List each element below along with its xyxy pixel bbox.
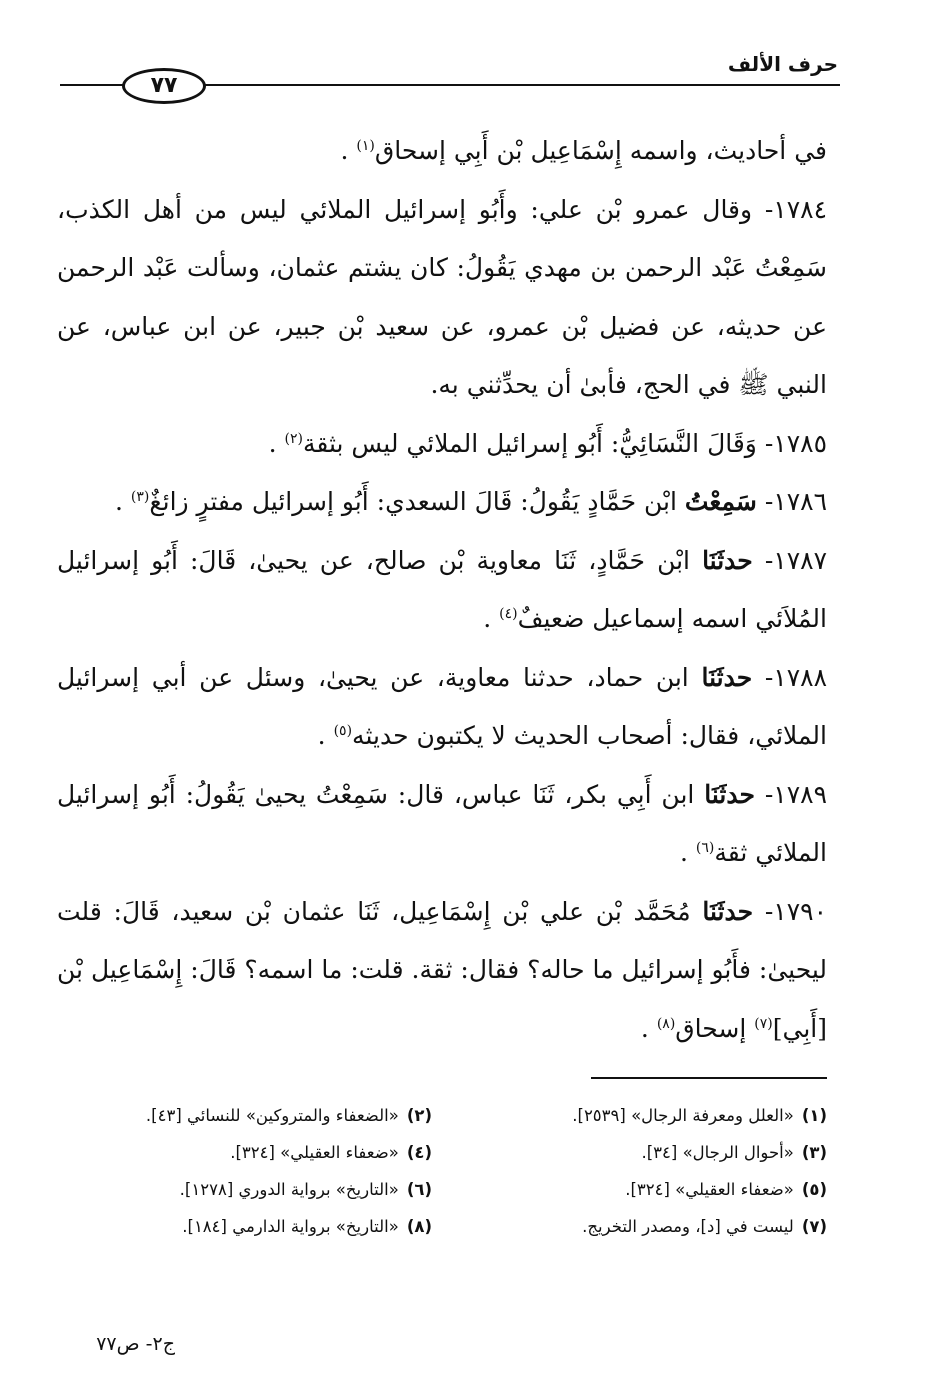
entry-keyword: حدثَنَا [702, 896, 754, 926]
entry-number: ١٧٨٨- [764, 662, 828, 692]
footnote-ref: (٣) [130, 489, 150, 505]
footnote-number: (٦) [406, 1180, 432, 1199]
punctuation: . [679, 838, 688, 867]
footnote-ref: (٧) [754, 1015, 773, 1032]
entry-keyword: حدثَنَا [704, 779, 755, 809]
footnote-ref: (٨) [656, 1015, 676, 1032]
footnote-ref: (٥) [333, 723, 353, 739]
footnote-4 [52, 1134, 432, 1171]
entry-text: وقال عمرو بْن علي: وأَبُو إسرائيل الملائي ليس من أهل الكذب، سَمِعْتُ عَبْد الرحمن بن مهدي يَقُولُ: كان يشتم عثمان، وسألت عَبْد الرحمن عن حديثه، عن فضيل بْن عمرو، عن سعيد بْن جبير، عن ابن عباس، عن النبي ﷺ في الحج، فأبىٰ أن يحدِّثني به. [57, 194, 827, 399]
paragraph-continuation [57, 122, 827, 181]
entry-text: ابن أَبِي بكر، ثَنَا عباس، قال: سَمِعْتُ يحيىٰ يَقُولُ: أَبُو إسرائيل الملائي ثقة [57, 779, 827, 867]
main-text [57, 122, 827, 1058]
entry-text: ابْن حَمَّادٍ يَقُولُ: قَالَ السعدي: أَبُو إسرائيل مفترٍ زائغٌ [149, 487, 677, 516]
paragraph-text: في أحاديث، واسمه إِسْمَاعِيل بْن أَبِي إسحاق [374, 136, 827, 165]
footnote-number: (٢) [406, 1106, 432, 1125]
footnote-separator [591, 1077, 827, 1079]
entry-text-tail: إسحاق [675, 1013, 747, 1043]
footnote-number: (٨) [406, 1217, 432, 1236]
entry-number: ١٧٨٩- [764, 779, 827, 809]
volume-page-reference: ج٢- ص٧٧ [96, 1333, 175, 1355]
entry-1786 [57, 473, 827, 532]
entry-text: ابن حماد، حدثنا معاوية، عن يحيىٰ، وسئل عن أبي إسرائيل الملائي، فقال: أصحاب الحديث لا يكتبون حديثه [57, 662, 827, 750]
punctuation: . [114, 487, 123, 516]
punctuation: . [640, 1013, 649, 1043]
entry-text: مُحَمَّد بْن علي بْن إِسْمَاعِيل، ثَنَا عثمان بْن سعيد، قَالَ: قلت ليحيىٰ: فأَبُو إسرائيل ما حاله؟ فقال: ثقة. قلت: ما اسمه؟ قَالَ: إِسْمَاعِيل بْن [أَبِي] [57, 896, 827, 1043]
footnote-1 [447, 1097, 827, 1134]
footnote-ref: (١) [356, 138, 375, 154]
entry-1790 [57, 883, 827, 1059]
entry-1788 [57, 649, 827, 766]
entry-number: ١٧٨٥- [764, 428, 827, 458]
footnote-text: «التاريخ» برواية الدوري [١٢٧٨]. [179, 1180, 399, 1199]
footnote-number: (٤) [406, 1143, 432, 1162]
footnote-number: (٥) [801, 1180, 827, 1199]
entry-keyword: سَمِعْتُ [684, 487, 757, 516]
entry-text: وَقَالَ النَّسَائِيُّ: أَبُو إسرائيل الملائي ليس بثقة [302, 428, 757, 458]
footnote-number: (١) [801, 1106, 827, 1125]
footnote-number: (٧) [801, 1217, 827, 1236]
running-header [60, 52, 840, 102]
footnote-5 [447, 1171, 827, 1208]
punctuation: . [317, 721, 326, 750]
footnote-7 [447, 1208, 827, 1245]
entry-keyword: حدثَنَا [702, 545, 753, 575]
footnotes [52, 1097, 827, 1245]
footnote-text: «التاريخ» برواية الدارمي [١٨٤]. [182, 1217, 399, 1236]
punctuation: . [340, 136, 349, 165]
footnote-text: «ضعفاء العقيلي» [٣٢٤]. [625, 1180, 794, 1199]
entry-number: ١٧٨٤- [764, 194, 827, 224]
footnote-text: «العلل ومعرفة الرجال» [٢٥٣٩]. [572, 1106, 794, 1125]
footnote-text: «الضعفاء والمتروكين» للنسائي [٤٣]. [145, 1106, 399, 1125]
entry-1785 [57, 415, 827, 474]
footnote-number: (٣) [801, 1143, 827, 1162]
entry-1784 [57, 181, 827, 415]
entry-1787 [57, 532, 827, 649]
footnote-ref: (٤) [499, 606, 518, 622]
entry-1789 [57, 766, 827, 883]
footnote-ref: (٦) [695, 840, 715, 856]
footnote-text: «أحوال الرجال» [٣٤]. [641, 1143, 794, 1162]
page-number-badge: ٧٧ [122, 68, 206, 104]
entry-number: ١٧٩٠- [764, 896, 827, 926]
footnote-6 [52, 1171, 432, 1208]
footnote-text: «ضعفاء العقيلي» [٣٢٤]. [230, 1143, 399, 1162]
footnote-3 [447, 1134, 827, 1171]
punctuation: . [268, 428, 277, 458]
punctuation: . [483, 604, 492, 633]
entry-text: ابْن حَمَّادٍ، ثَنَا معاوية بْن صالح، عن يحيىٰ، قَالَ: أَبُو إسرائيل المُلاَئي اسمه إسماعيل ضعيفٌ [57, 545, 827, 633]
entry-number: ١٧٨٦- [764, 487, 827, 516]
entry-number: ١٧٨٧- [764, 545, 827, 575]
footnote-8 [52, 1208, 432, 1245]
footnote-text: ليست في [د]، ومصدر التخريج. [582, 1217, 794, 1236]
footnote-ref: (٢) [284, 430, 303, 447]
chapter-title: حرف الألف [727, 52, 838, 76]
footnote-2 [52, 1097, 432, 1134]
entry-keyword: حدثَنَا [701, 662, 753, 692]
